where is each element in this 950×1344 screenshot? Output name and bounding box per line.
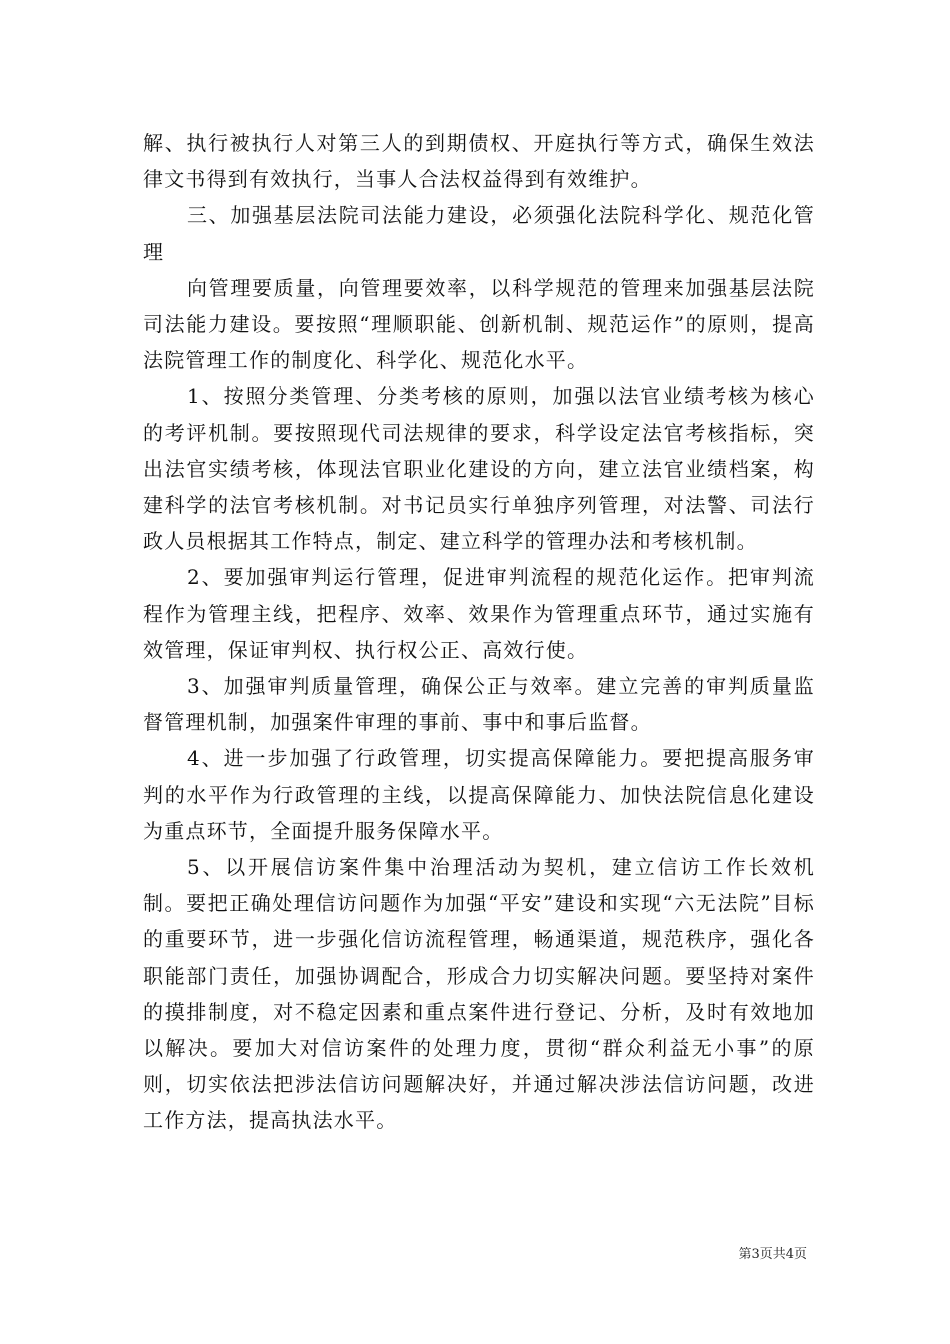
page-number: 第3页共4页 [738, 1247, 807, 1262]
list-item-4: 4、进一步加强了行政管理，切实提高保障能力。要把提高服务审判的水平作为行政管理的主线，以提高保障能力、加快法院信息化建设为重点环节，全面提升服务保障水平。 [143, 746, 815, 843]
list-item-3: 3、加强审判质量管理，确保公正与效率。建立完善的审判质量监督管理机制，加强案件审理的事前、事中和事后监督。 [143, 674, 815, 735]
paragraph-continuation: 解、执行被执行人对第三人的到期债权、开庭执行等方式，确保生效法律文书得到有效执行，当事人合法权益得到有效维护。 [143, 131, 815, 192]
section-heading: 三、加强基层法院司法能力建设，必须强化法院科学化、规范化管理 [143, 203, 815, 264]
list-item-5: 5、以开展信访案件集中治理活动为契机，建立信访工作长效机制。要把正确处理信访问题作为加强“平安”建设和实现“六无法院”目标的重要环节，进一步强化信访流程管理，畅通渠道，规范秩序，强化各职能部门责任，加强协调配合，形成合力切实解决问题。要坚持对案件的摸排制度，对不稳定因素和重点案件进行登记、分析，及时有效地加以解决。要加大对信访案件的处理力度，贯彻“群众利益无小事”的原则，切实依法把涉法信访问题解决好，并通过解决涉法信访问题，改进工作方法，提高执法水平。 [143, 855, 815, 1133]
list-item-1: 1、按照分类管理、分类考核的原则，加强以法官业绩考核为核心的考评机制。要按照现代司法规律的要求，科学设定法官考核指标，突出法官实绩考核，体现法官职业化建设的方向，建立法官业绩档案，构建科学的法官考核机制。对书记员实行单独序列管理，对法警、司法行政人员根据其工作特点，制定、建立科学的管理办法和考核机制。 [143, 384, 815, 554]
paragraph: 向管理要质量，向管理要效率，以科学规范的管理来加强基层法院司法能力建设。要按照“理顺职能、创新机制、规范运作”的原则，提高法院管理工作的制度化、科学化、规范化水平。 [143, 275, 815, 373]
list-item-2: 2、要加强审判运行管理，促进审判流程的规范化运作。把审判流程作为管理主线，把程序、效率、效果作为管理重点环节，通过实施有效管理，保证审判权、执行权公正、高效行使。 [143, 565, 815, 662]
document-body [143, 125, 815, 1139]
